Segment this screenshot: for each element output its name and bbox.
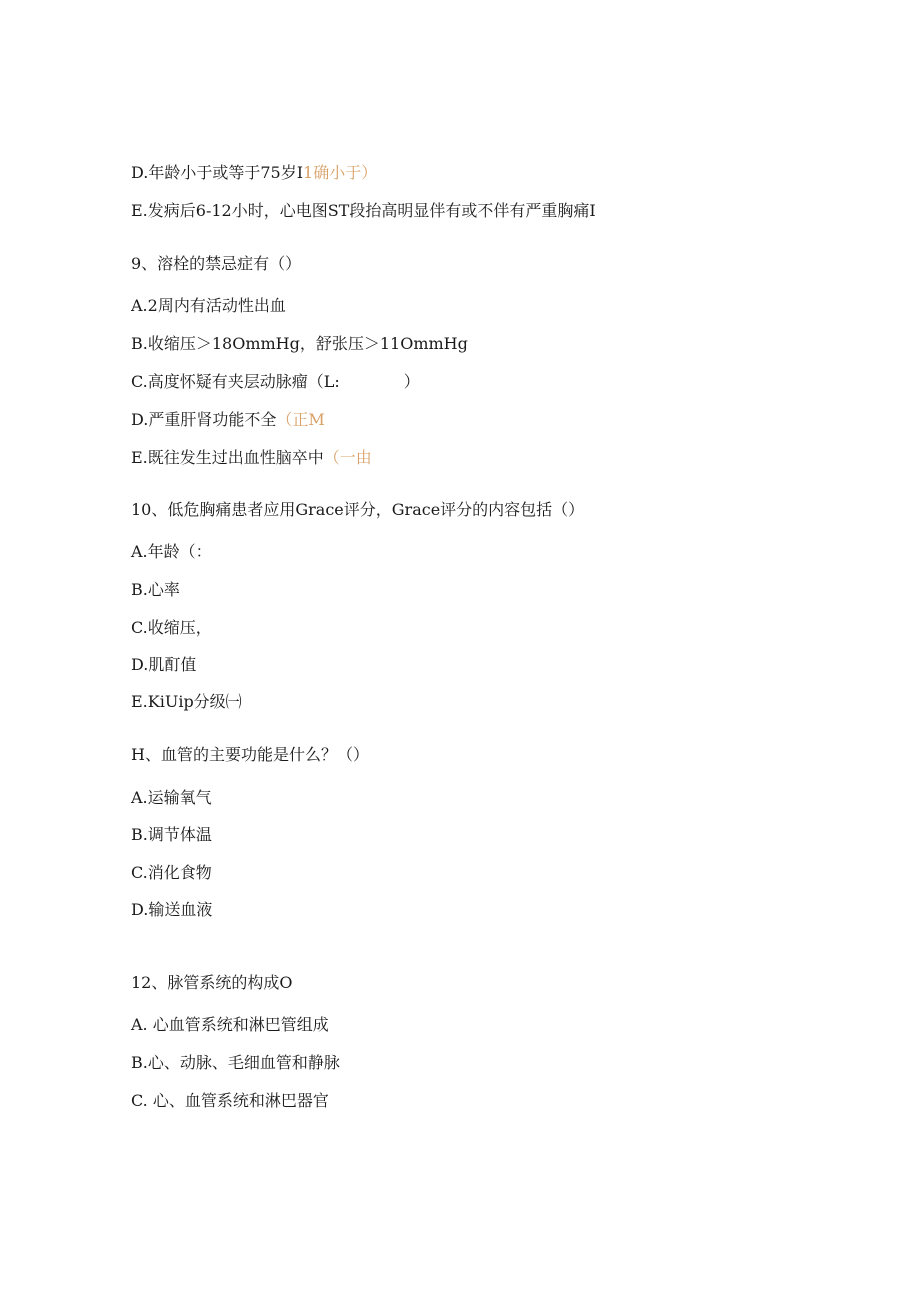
option-line <box>131 1053 340 1073</box>
option-text: D.严重肝肾功能不全 <box>131 410 277 429</box>
option-line <box>131 542 212 562</box>
option-text: A. 心血管系统和淋巴管组成 <box>131 1015 329 1034</box>
option-text: C. 心、血管系统和淋巴器官 <box>131 1091 329 1110</box>
option-line <box>131 163 377 183</box>
option-text: D.肌酊值 <box>131 655 197 674</box>
option-line <box>131 655 196 675</box>
option-text: B.心、动脉、毛细血管和静脉 <box>131 1053 340 1072</box>
option-text: D.年龄小于或等于75岁I <box>131 163 304 182</box>
option-text: B.心率 <box>131 580 180 599</box>
question-title: 9、溶栓的禁忌症有（） <box>131 254 302 273</box>
option-line <box>131 334 468 354</box>
question-title: 10、低危胸痛患者应用Grace评分，Grace评分的内容包括（） <box>131 500 585 519</box>
option-text: A.2周内有活动性出血 <box>131 296 286 315</box>
option-text: C.消化食物 <box>131 863 212 882</box>
option-annotation: 1确小于） <box>303 163 378 182</box>
option-text: E.发病后6-12小时，心电图ST段抬高明显伴有或不伴有严重胸痛I <box>131 201 596 220</box>
option-text: E.KiUip分级㈠ <box>131 692 242 711</box>
option-line <box>131 448 372 468</box>
option-line <box>131 788 212 808</box>
option-text: B.调节体温 <box>131 825 212 844</box>
option-line <box>131 1015 329 1035</box>
option-line <box>131 410 325 430</box>
option-line <box>131 618 212 638</box>
option-text: C.高度怀疑有夹层动脉瘤（L: ） <box>131 372 420 391</box>
option-line <box>131 296 286 316</box>
option-text: B.收缩压＞18OmmHg，舒张压＞11OmmHg <box>131 334 468 353</box>
option-text: E.既往发生过出血性脑卒中 <box>131 448 324 467</box>
option-line <box>131 580 180 600</box>
option-line <box>131 825 212 845</box>
option-line <box>131 863 212 883</box>
option-annotation: （一由 <box>323 448 372 467</box>
option-line <box>131 900 212 920</box>
option-text: A.运输氧气 <box>131 788 212 807</box>
option-line <box>131 372 420 392</box>
option-text: C.收缩压， <box>131 618 212 637</box>
option-line <box>131 201 596 221</box>
option-line <box>131 1091 329 1111</box>
question-title: H、血管的主要功能是什么？（） <box>131 745 369 764</box>
option-annotation: （正M <box>276 410 325 429</box>
option-line <box>131 692 242 712</box>
question-title: 12、脉管系统的构成O <box>131 973 293 992</box>
option-text: A.年龄（： <box>131 542 212 561</box>
option-text: D.输送血液 <box>131 900 213 919</box>
